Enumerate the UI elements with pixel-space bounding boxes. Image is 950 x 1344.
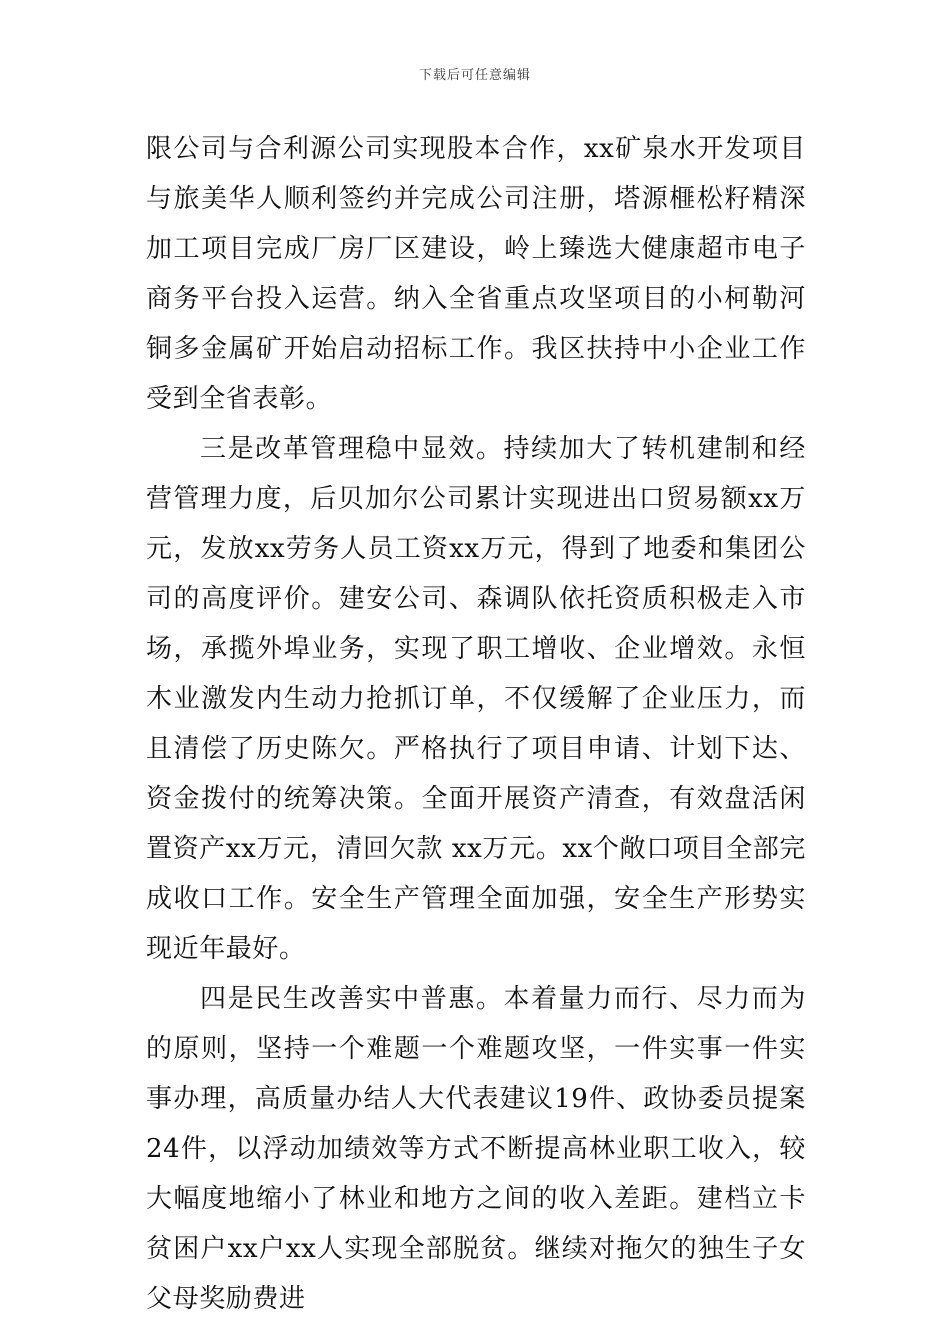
page-header-note: 下载后可任意编辑	[418, 68, 531, 83]
paragraph-reform-management: 三是改革管理稳中显效。持续加大了转机建制和经营管理力度，后贝加尔公司累计实现进出口贸易额xx万元，发放xx劳务人员工资xx万元，得到了地委和集团公司的高度评价。建安公司、森调队依托资质积极走入市场，承揽外埠业务，实现了职工增收、企业增效。永恒木业激发内生动力抢抓订单，不仅缓解了企业压力，而且清偿了历史陈欠。严格执行了项目申请、计划下达、资金拨付的统筹决策。全面开展资产清查，有效盘活闲置资产xx万元，清回欠款 xx万元。xx个敞口项目全部完成收口工作。安全生产管理全面加强，安全生产形势实现近年最好。	[146, 434, 806, 964]
paragraph-livelihood: 四是民生改善实中普惠。本着量力而行、尽力而为的原则，坚持一个难题一个难题攻坚，一件实事一件实事办理，高质量办结人大代表建议19件、政协委员提案24件，以浮动加绩效等方式不断提高林业职工收入，较大幅度地缩小了林业和地方之间的收入差距。建档立卡贫困户xx户xx人实现全部脱贫。继续对拖欠的独生子女父母奖励费进	[146, 984, 806, 1314]
paragraph-continuation: 限公司与合利源公司实现股本合作，xx矿泉水开发项目与旅美华人顺利签约并完成公司注册，塔源榧松籽精深加工项目完成厂房厂区建设，岭上臻选大健康超市电子商务平台投入运营。纳入全省重点攻坚项目的小柯勒河铜多金属矿开始启动招标工作。我区扶持中小企业工作受到全省表彰。	[146, 134, 806, 414]
document-body	[146, 124, 806, 1324]
